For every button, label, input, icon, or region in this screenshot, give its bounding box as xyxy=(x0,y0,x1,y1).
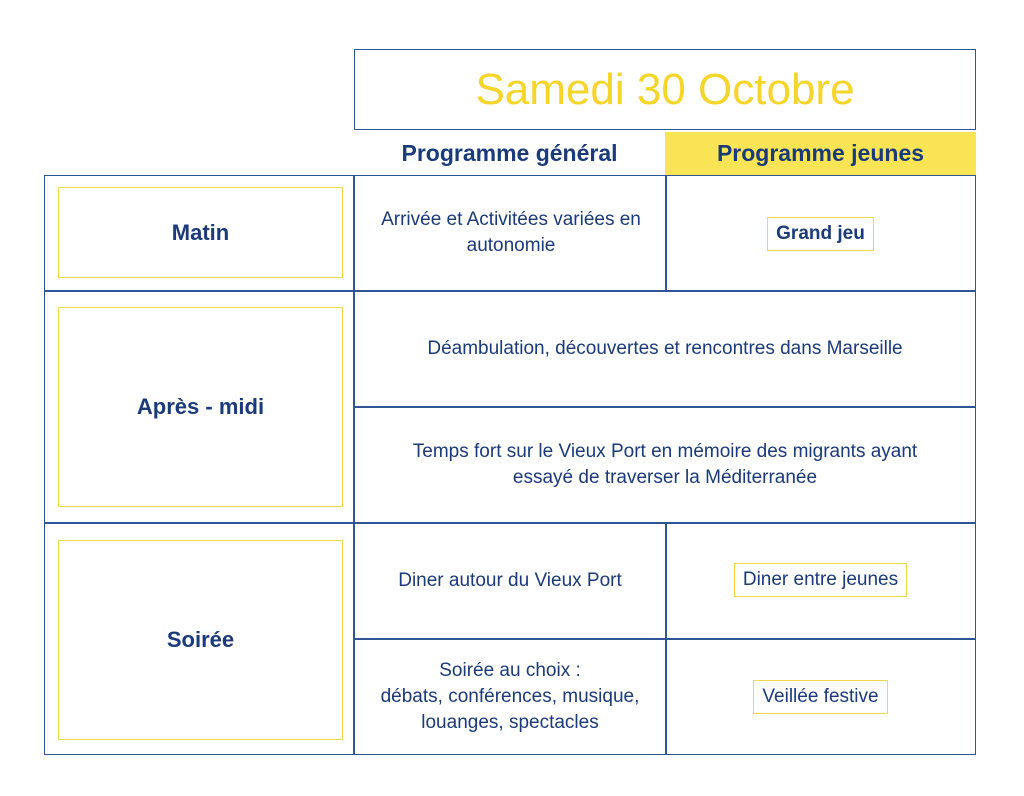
matin-jeunes-text: Grand jeu xyxy=(767,217,874,251)
apres-midi-row1 xyxy=(355,292,975,406)
col-header-general xyxy=(354,132,665,175)
apres-midi-row1-text: Déambulation, découvertes et rencontres dans Marseille xyxy=(427,338,903,359)
soiree-row2-general-line3: louanges, spectacles xyxy=(421,712,599,733)
date-title-box xyxy=(354,49,976,130)
col-header-general-label: Programme général xyxy=(401,140,618,166)
soiree-row2-jeunes xyxy=(667,640,974,754)
soiree-row1-general xyxy=(355,524,665,638)
apres-midi-row2-line1: Temps fort sur le Vieux Port en mémoire des migrants ayant xyxy=(412,441,918,462)
matin-general xyxy=(366,190,656,276)
soiree-row1-general-text: Diner autour du Vieux Port xyxy=(398,570,622,591)
apres-midi-row2-line2: essayé de traverser la Méditerranée xyxy=(512,467,818,488)
soiree-row2-general-line1: Soirée au choix : xyxy=(439,660,581,681)
apres-midi-row2 xyxy=(355,408,975,522)
period-matin: Matin xyxy=(171,219,230,245)
col-header-jeunes xyxy=(665,132,976,175)
soiree-row2-jeunes-text: Veillée festive xyxy=(753,680,887,714)
matin-jeunes xyxy=(667,177,974,290)
soiree-row2-general-line2: débats, conférences, musique, xyxy=(380,686,640,707)
soiree-row1-jeunes xyxy=(667,524,974,638)
matin-general-text: Arrivée et Activitées variées en autonomie xyxy=(381,209,641,256)
date-title: Samedi 30 Octobre xyxy=(475,64,855,114)
soiree-row2-general xyxy=(355,640,665,754)
soiree-row1-jeunes-text: Diner entre jeunes xyxy=(734,563,907,597)
period-apres-midi: Après - midi xyxy=(136,394,265,419)
col-header-jeunes-label: Programme jeunes xyxy=(716,140,925,166)
period-soiree: Soirée xyxy=(166,627,235,652)
